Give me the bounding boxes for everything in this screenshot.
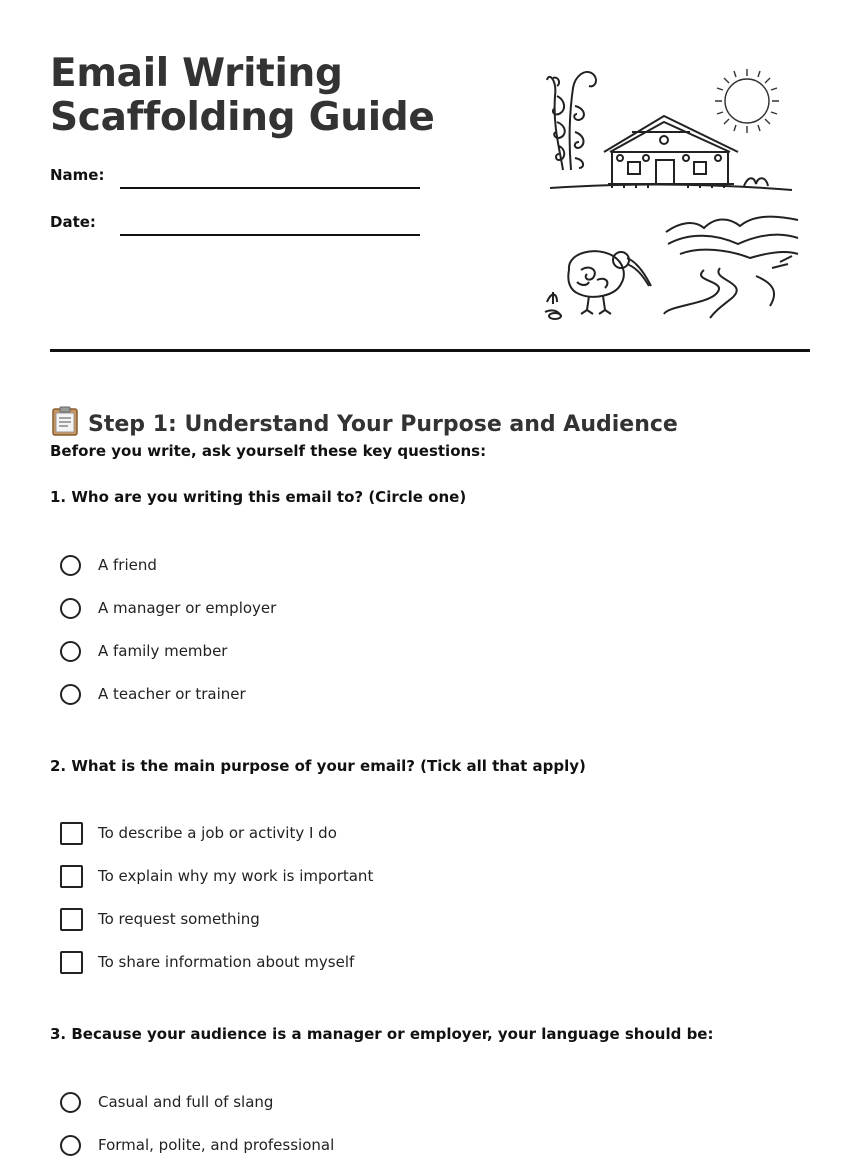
question-2-option[interactable] (60, 864, 374, 888)
question-1-option[interactable] (60, 596, 277, 620)
checkbox[interactable] (60, 908, 83, 931)
question-1-option[interactable] (60, 553, 157, 577)
question-3-option[interactable] (60, 1090, 274, 1114)
title-line-1: Email Writing (50, 51, 343, 96)
step-1-intro: Before you write, ask yourself these key questions: (50, 442, 487, 460)
date-label: Date: (50, 213, 96, 231)
step-1-title: Step 1: Understand Your Purpose and Audience (88, 411, 678, 437)
option-label: A friend (98, 556, 157, 574)
option-label: Formal, polite, and professional (98, 1136, 335, 1154)
radio-button[interactable] (60, 641, 81, 662)
radio-button[interactable] (60, 1092, 81, 1113)
question-3-option[interactable] (60, 1133, 335, 1157)
option-label: A manager or employer (98, 599, 277, 617)
radio-button[interactable] (60, 684, 81, 705)
kiwi-bird-illustration (543, 240, 655, 322)
checkbox[interactable] (60, 865, 83, 888)
question-2: 2. What is the main purpose of your email? (Tick all that apply) (50, 757, 586, 775)
question-1-option[interactable] (60, 639, 228, 663)
checkbox[interactable] (60, 951, 83, 974)
question-1: 1. Who are you writing this email to? (Circle one) (50, 488, 467, 506)
radio-button[interactable] (60, 1135, 81, 1156)
option-label: To share information about myself (98, 953, 355, 971)
name-label: Name: (50, 166, 105, 184)
option-label: To describe a job or activity I do (98, 824, 337, 842)
option-label: Casual and full of slang (98, 1093, 274, 1111)
option-label: A family member (98, 642, 228, 660)
hills-and-river-illustration (660, 210, 802, 320)
radio-button[interactable] (60, 598, 81, 619)
section-divider (50, 349, 810, 352)
worksheet-title (50, 52, 435, 140)
clipboard-icon (50, 406, 80, 442)
date-field[interactable] (120, 234, 420, 236)
name-field[interactable] (120, 187, 420, 189)
question-3: 3. Because your audience is a manager or employer, your language should be: (50, 1025, 714, 1043)
option-label: To explain why my work is important (98, 867, 374, 885)
title-line-2: Scaffolding Guide (50, 95, 435, 140)
option-label: A teacher or trainer (98, 685, 246, 703)
question-2-option[interactable] (60, 907, 260, 931)
question-2-option[interactable] (60, 821, 337, 845)
question-2-option[interactable] (60, 950, 355, 974)
question-1-option[interactable] (60, 682, 246, 706)
option-label: To request something (98, 910, 260, 928)
sun-illustration (712, 66, 782, 136)
radio-button[interactable] (60, 555, 81, 576)
step-1-heading (50, 406, 678, 442)
checkbox[interactable] (60, 822, 83, 845)
